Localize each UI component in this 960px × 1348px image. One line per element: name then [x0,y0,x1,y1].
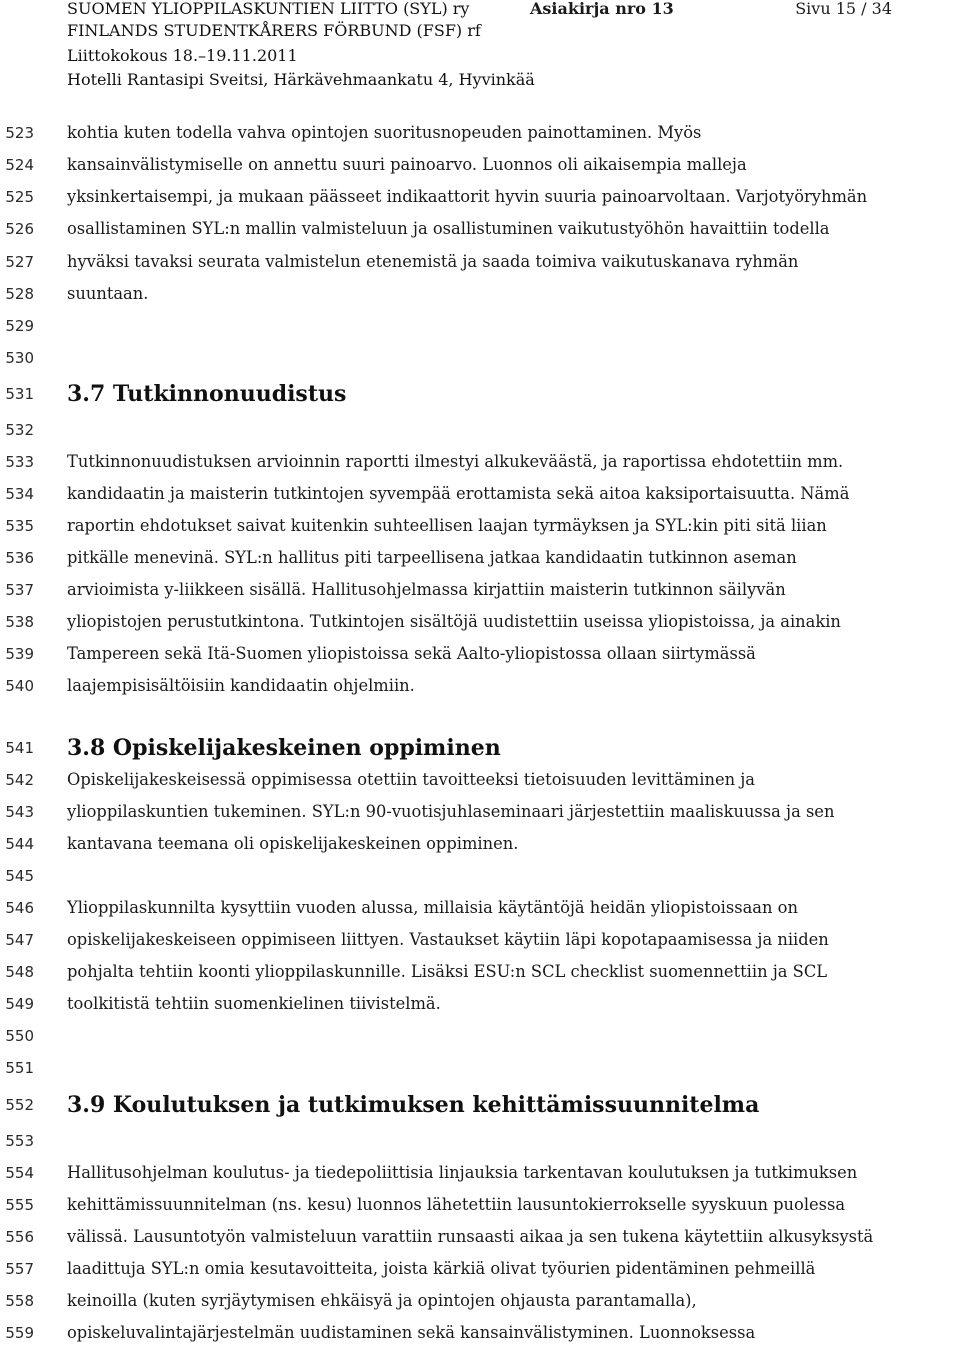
line-number: 528 [5,285,34,303]
text-line: opiskelijakeskeiseen oppimiseen liittyen. Vastaukset käytiin läpi kopotapaamisessa ja niiden [67,930,829,949]
text-line: ylioppilaskuntien tukeminen. SYL:n 90-vuotisjuhlaseminaari järjestettiin maaliskuussa ja sen [67,802,835,821]
line-number: 538 [5,613,34,631]
line-number: 536 [5,549,34,567]
line-number: 546 [5,899,34,917]
text-line: arvioimista y-liikkeen sisällä. Hallitusohjelmassa kirjattiin maisterin tutkinnon säilyvän [67,580,786,599]
text-line: pohjalta tehtiin koonti ylioppilaskunnille. Lisäksi ESU:n SCL checklist suomennettiin ja SCL [67,962,828,981]
text-line: kohtia kuten todella vahva opintojen suoritusnopeuden painottaminen. Myös [67,123,702,142]
line-number: 547 [5,931,34,949]
text-line: keinoilla (kuten syrjäytymisen ehkäisyä ja opintojen ohjausta parantamalla), [67,1291,697,1310]
section-heading-3-9: 3.9 Koulutuksen ja tutkimuksen kehittämissuunnitelma [67,1092,760,1118]
line-number: 535 [5,517,34,535]
line-number: 534 [5,485,34,503]
text-line: Opiskelijakeskeisessä oppimisessa otettiin tavoitteeksi tietoisuuden levittäminen ja [67,770,755,789]
text-line: hyväksi tavaksi seurata valmistelun etenemistä ja saada toimiva vaikutuskanava ryhmän [67,252,799,271]
text-line: kehittämissuunnitelman (ns. kesu) luonnos lähetettiin lausuntokierrokselle syyskuun puolessa [67,1195,846,1214]
line-number: 555 [5,1196,34,1214]
header-doc-id: Asiakirja nro 13 [530,0,674,18]
header-venue: Hotelli Rantasipi Sveitsi, Härkävehmaankatu 4, Hyvinkää [67,70,535,89]
line-number: 527 [5,253,34,271]
section-heading-3-8: 3.8 Opiskelijakeskeinen oppiminen [67,735,501,761]
line-number: 523 [5,124,34,142]
line-number: 531 [5,385,34,403]
text-line: yksinkertaisempi, ja mukaan päässeet indikaattorit hyvin suuria painoarvoltaan. Varjotyöryhmän [67,187,868,206]
text-line: Ylioppilaskunnilta kysyttiin vuoden alussa, millaisia käytäntöjä heidän yliopistoissaan on [67,898,798,917]
line-number: 552 [5,1096,34,1114]
line-number: 556 [5,1228,34,1246]
line-number: 554 [5,1164,34,1182]
line-number: 526 [5,220,34,238]
header-org-name: SUOMEN YLIOPPILASKUNTIEN LIITTO (SYL) ry [67,0,470,18]
text-line: kantavana teemana oli opiskelijakeskeinen oppiminen. [67,834,519,853]
header-org-name-sv: FINLANDS STUDENTKÅRERS FÖRBUND (FSF) rf [67,21,481,40]
line-number: 543 [5,803,34,821]
header-meeting: Liittokokous 18.–19.11.2011 [67,46,298,65]
text-line: kandidaatin ja maisterin tutkintojen syvempää erottamista sekä aitoa kaksiportaisuutta. Nämä [67,484,850,503]
line-number: 558 [5,1292,34,1310]
text-line: opiskeluvalintajärjestelmän uudistaminen sekä kansainvälistyminen. Luonnoksessa [67,1323,756,1342]
line-number: 551 [5,1059,34,1077]
text-line: yliopistojen perustutkintona. Tutkintojen sisältöjä uudistettiin useissa yliopistoissa, ja ainakin [67,612,841,631]
text-line: raportin ehdotukset saivat kuitenkin suhteellisen laajan tyrmäyksen ja SYL:kin piti sitä liian [67,516,827,535]
line-number: 553 [5,1132,34,1150]
line-number: 550 [5,1027,34,1045]
text-line: Tutkinnonuudistuksen arvioinnin raportti ilmestyi alkukeväästä, ja raportissa ehdotettiin mm. [67,452,844,471]
text-line: suuntaan. [67,284,149,303]
line-number: 544 [5,835,34,853]
text-line: toolkitistä tehtiin suomenkielinen tiivistelmä. [67,994,441,1013]
text-line: laajempisisältöisiin kandidaatin ohjelmiin. [67,676,415,695]
line-number: 537 [5,581,34,599]
line-number: 530 [5,349,34,367]
line-number: 559 [5,1324,34,1342]
text-line: kansainvälistymiselle on annettu suuri painoarvo. Luonnos oli aikaisempia malleja [67,155,747,174]
text-line: laadittuja SYL:n omia kesutavoitteita, joista kärkiä olivat työurien pidentäminen pehmeillä [67,1259,816,1278]
line-number: 542 [5,771,34,789]
line-number: 529 [5,317,34,335]
line-number: 557 [5,1260,34,1278]
text-line: pitkälle menevinä. SYL:n hallitus piti tarpeellisena jatkaa kandidaatin tutkinnon aseman [67,548,797,567]
header-page-number: Sivu 15 / 34 [795,0,892,18]
line-number: 525 [5,188,34,206]
line-number: 545 [5,867,34,885]
line-number: 541 [5,739,34,757]
line-number: 533 [5,453,34,471]
text-line: välissä. Lausuntotyön valmisteluun varattiin runsaasti aikaa ja sen tukena käytettiin alkusyksystä [67,1227,874,1246]
section-heading-3-7: 3.7 Tutkinnonuudistus [67,381,347,407]
text-line: osallistaminen SYL:n mallin valmisteluun ja osallistuminen vaikutustyöhön havaittiin todella [67,219,830,238]
line-number: 539 [5,645,34,663]
line-number: 548 [5,963,34,981]
text-line: Tampereen sekä Itä-Suomen yliopistoissa sekä Aalto-yliopistossa ollaan siirtymässä [67,644,756,663]
line-number: 540 [5,677,34,695]
line-number: 532 [5,421,34,439]
line-number: 549 [5,995,34,1013]
line-number: 524 [5,156,34,174]
text-line: Hallitusohjelman koulutus- ja tiedepoliittisia linjauksia tarkentavan koulutuksen ja tutkimuksen [67,1163,858,1182]
